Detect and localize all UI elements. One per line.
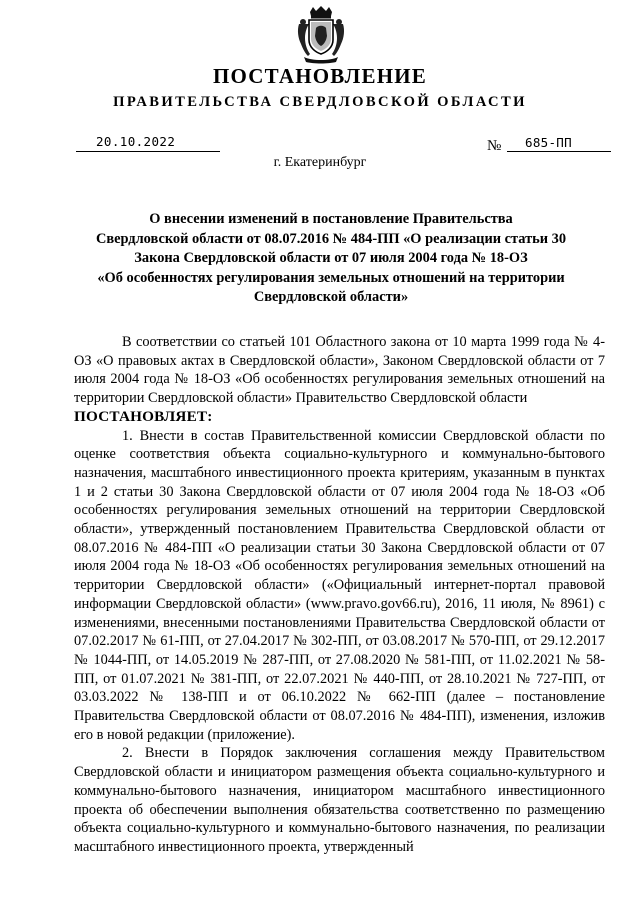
number-sign: № <box>487 138 502 154</box>
coat-of-arms-icon <box>296 6 346 64</box>
document-body <box>74 333 605 857</box>
document-subtitle: ПРАВИТЕЛЬСТВА СВЕРДЛОВСКОЙ ОБЛАСТИ <box>113 94 527 110</box>
document-date: 20.10.2022 <box>96 134 176 149</box>
heading-line: Закона Свердловской области от 07 июля 2004 года № 18-ОЗ <box>134 250 528 266</box>
heading-line: Свердловской области» <box>253 289 409 305</box>
item-2-paragraph: 2. Внести в Порядок заключения соглашения между Правительством Свердловской области и инициатором размещения объекта социально-культурного и коммунально-бытового назначения, инициатором масштабного инвестиционного проекта об обеспечении выполнения обязательства соответственно по размещению объекта социально-культурного и коммунально-бытового назначения, по реализации масштабного инвестиционного проекта, утвержденный <box>74 745 605 855</box>
document-title: ПОСТАНОВЛЕНИЕ <box>212 64 428 88</box>
document-city: г. Екатеринбург <box>273 155 367 170</box>
heading-line: О внесении изменений в постановление Правительства <box>149 211 513 227</box>
date-underline <box>76 151 220 152</box>
intro-paragraph: В соответствии со статьей 101 Областного закона от 10 марта 1999 года № 4-ОЗ «О правовых актах в Свердловской области», Законом Свердловской области от 7 июля 2004 года № 18-ОЗ «Об особенностях регулирования земельных отношений на территории Свердловской области» Правительство Свердловской области <box>74 334 605 407</box>
document-heading <box>60 210 602 308</box>
decrees-label: ПОСТАНОВЛЯЕТ: <box>74 407 213 425</box>
document-number: 685-ПП <box>507 135 611 152</box>
date-field <box>76 134 220 152</box>
heading-line: Свердловской области от 08.07.2016 № 484-ПП «О реализации статьи 30 <box>95 230 567 247</box>
item-1-paragraph: 1. Внести в состав Правительственной комиссии Свердловской области по оценке соответствия объекта социально-культурного и коммунально-бытового назначения, масштабного инвестиционного проекта критериям, указанным в пунктах 1 и 2 статьи 30 Закона Свердловской области от 07 июля 2004 года № 18-ОЗ «Об особенностях регулирования земельных отношений на территории Свердловской области», утвержденный постановлением Правительства Свердловской области от 08.07.2016 № 484-ПП «О реализации статьи 30 Закона Свердловской области от 07 июля 2004 года № 18-ОЗ «Об особенностях регулирования земельных отношений на территории Свердловской области» («Официальный интернет-портал правовой информации Свердловской области» (www.pravo.gov66.ru), 2016, 11 июля, № 8961) с изменениями, внесенными постановлениями Правительства Свердловской области от 07.02.2017 № 61-ПП, от 27.04.2017 № 302-ПП, от 03.08.2017 № 570-ПП, от 29.12.2017 № 1044-ПП, от 14.05.2019 № 287-ПП, от 27.08.2020 № 581-ПП, от 11.02.2021 № 58-ПП, от 01.07.2021 № 381-ПП, от 22.07.2021 № 440-ПП, от 28.10.2021 № 727-ПП, от 03.03.2022 № 138-ПП и от 06.10.2022 № 662-ПП (далее – постановление Правительства Свердловской области от 08.07.2016 № 484-ПП), изменения, изложив его в новой редакции (приложение). <box>74 427 605 743</box>
heading-line: «Об особенностях регулирования земельных отношений на территории <box>97 269 565 286</box>
